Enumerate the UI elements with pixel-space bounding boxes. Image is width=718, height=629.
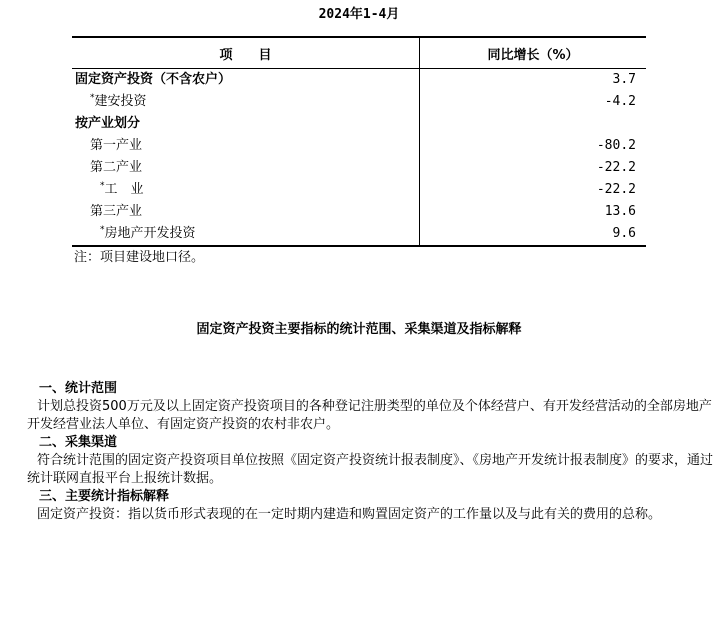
row-value: -80.2: [420, 135, 647, 157]
table-note: 注：项目建设地口径。: [74, 250, 205, 265]
section-heading: 三、主要统计指标解释: [39, 489, 170, 504]
row-value: -22.2: [420, 157, 647, 179]
row-value: [420, 113, 647, 135]
growth-column-header: 同比增长（%）: [420, 37, 647, 69]
section-heading: 一、统计范围: [39, 381, 118, 396]
report-period: 2024年1-4月: [318, 7, 400, 22]
row-value: -22.2: [420, 179, 647, 201]
row-value: 9.6: [420, 223, 647, 246]
table-row: [72, 201, 646, 223]
row-label: 第一产业: [90, 138, 143, 153]
item-column-header: 项 目: [72, 37, 420, 69]
row-value: 13.6: [420, 201, 647, 223]
row-value: 3.7: [420, 69, 647, 92]
table-row: [72, 69, 646, 92]
row-value: -4.2: [420, 91, 647, 113]
table-row: [72, 179, 646, 201]
section-text: 计划总投资500万元及以上固定资产投资项目的各种登记注册类型的单位及个体经营户、有开发经营活动的全部房地产开发经营业法人单位、有固定资产投资的农村非农户。: [27, 399, 712, 432]
row-label: 固定资产投资（不含农户）: [75, 72, 232, 87]
row-label: *工 业: [100, 181, 144, 197]
table-row: [72, 113, 646, 135]
section-text: 符合统计范围的固定资产投资项目单位按照《固定资产投资统计报表制度》、《房地产开发统计报表制度》的要求，通过统计联网直报平台上报统计数据。: [27, 453, 714, 486]
explanation-title: 固定资产投资主要指标的统计范围、采集渠道及指标解释: [196, 322, 522, 337]
growth-table: [72, 36, 646, 247]
table-row: [72, 157, 646, 179]
table-row: [72, 223, 646, 246]
row-label: 按产业划分: [75, 116, 141, 131]
row-label: 第三产业: [90, 204, 143, 219]
table-row: [72, 91, 646, 113]
row-label: *建安投资: [90, 93, 147, 109]
row-label: 第二产业: [90, 160, 143, 175]
table-row: [72, 135, 646, 157]
row-label: *房地产开发投资: [72, 223, 420, 246]
section-heading: 二、采集渠道: [39, 435, 118, 450]
section-text: 固定资产投资：指以货币形式表现的在一定时期内建造和购置固定资产的工作量以及与此有关的费用的总称。: [37, 507, 662, 522]
explanation-body: [27, 380, 717, 524]
